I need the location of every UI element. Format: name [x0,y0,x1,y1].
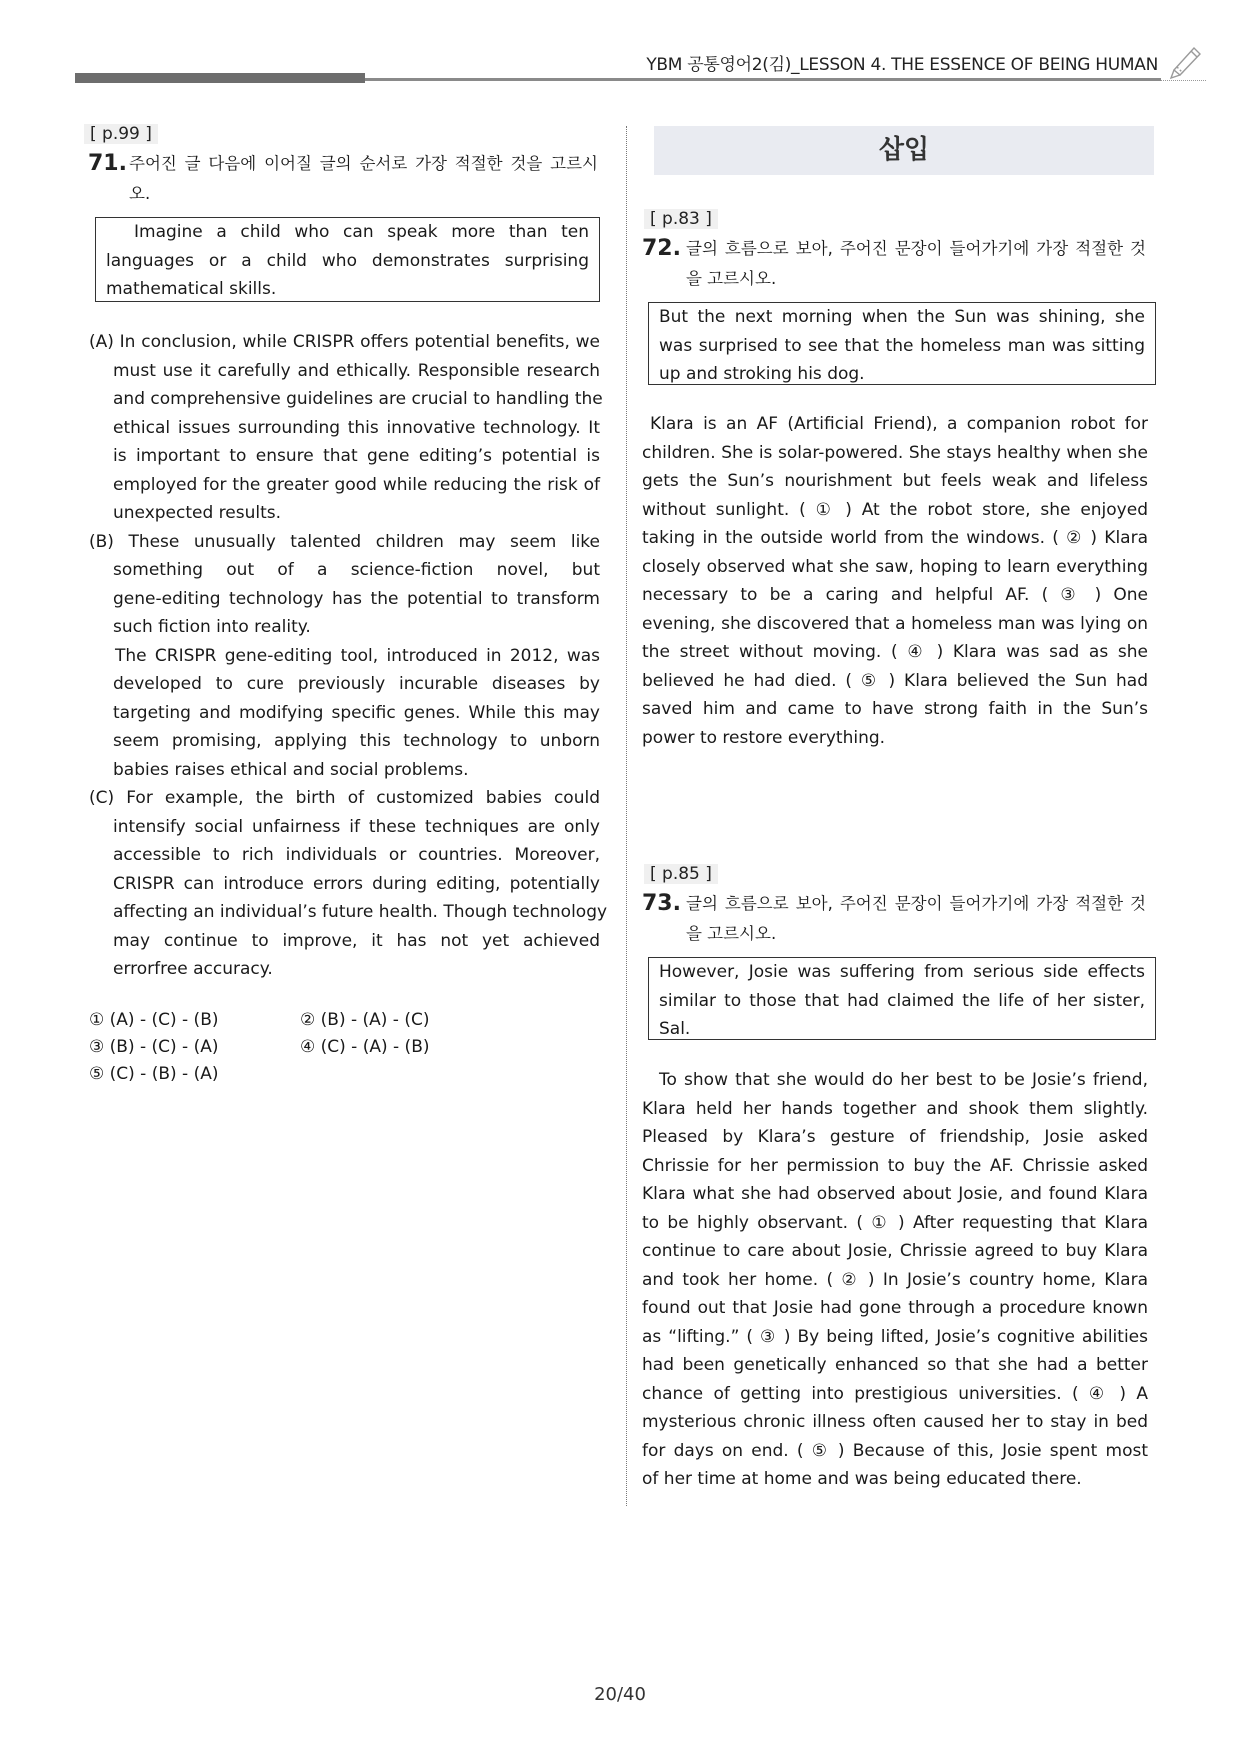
header-rule-dots [1161,80,1206,81]
passage-line: may continue to improve, it has not yet achieved [113,930,600,951]
page-number: 20/40 [594,1684,646,1705]
given-line: was surprised to see that the homeless man was sitting [659,335,1145,356]
passage-line: employed for the greater good while reducing the risk of [113,474,600,495]
passage-line: found out that Josie had gone through a procedure known [642,1298,1148,1318]
column-divider [626,126,627,1506]
given-line: mathematical skills. [106,279,277,299]
given-line: However, Josie was suffering from serious side effects [659,962,1145,982]
passage-line: (C) For example, the birth of customized babies could [89,788,600,808]
passage-line: (A) In conclusion, while CRISPR offers potential benefits, we [89,332,600,352]
question-number: 73. [642,891,681,916]
passage-line: targeting and modifying specific genes. While this may [113,702,600,723]
passage-line: accessible to rich individuals or countries. Moreover, [113,845,600,865]
given-sentence-box [648,957,1156,1040]
question-prompt: 을 고르시오. [686,269,777,288]
question-prompt: 을 고르시오. [686,924,777,943]
passage-line: errorfree accuracy. [113,959,273,979]
passage-line: of her time at home and was being educated there. [642,1469,1082,1489]
passage-line: such fiction into reality. [113,617,311,637]
passage-line: chance of getting into prestigious universities. ( ④ ) A [642,1383,1148,1404]
passage-line: CRISPR can introduce errors during editing, potentially [113,873,600,894]
passage [642,410,1148,752]
passage-line: had been genetically enhanced so that she had a better [642,1355,1148,1375]
given-sentence-box [648,302,1156,385]
answer-option[interactable]: ② (B) - (A) - (C) [300,1010,430,1030]
section-title: 삽입 [654,126,1154,175]
page-ref: [ p.99 ] [84,124,158,144]
passage-line: and comprehensive guidelines are crucial to handling the [113,389,603,409]
given-line: languages or a child who demonstrates surprising [106,250,589,271]
passage-line: unexpected results. [113,503,282,523]
page-ref: [ p.85 ] [644,864,718,884]
header-rule-thin [365,78,1161,81]
question-prompt: 글의 흐름으로 보아, 주어진 문장이 들어가기에 가장 적절한 것 [686,894,1146,913]
passage-line: Klara held her hands together and shook them slightly. [642,1098,1148,1119]
passage-line: The CRISPR gene-editing tool, introduced in 2012, was [115,645,600,666]
passage-line: believed he had died. ( ⑤ ) Klara believed the Sun had [642,670,1148,691]
page-ref: [ p.83 ] [644,209,718,229]
passage-line: Pleased by Klara’s gesture of friendship, Josie asked [642,1127,1148,1147]
passage-line: and took her home. ( ② ) In Josie’s country home, Klara [642,1269,1148,1290]
answer-option[interactable]: ④ (C) - (A) - (B) [300,1037,430,1057]
passage-line: babies raises ethical and social problems. [113,759,469,780]
passage-line: gets the Sun’s nourishment but feels weak and lifeless [642,471,1148,491]
passage [89,328,608,984]
given-line: Imagine a child who can speak more than ten [134,222,589,242]
passage-line: must use it carefully and ethically. Responsible research [113,360,600,381]
passage-line: saved him and came to have strong faith in the Sun’s [642,699,1148,719]
passage-line: as “lifting.” ( ③ ) By being lifted, Josie’s cognitive abilities [642,1326,1148,1347]
passage-line: (B) These unusually talented children may seem like [89,531,600,552]
header-rule [75,73,365,83]
passage-line: children. She is solar-powered. She stays healthy when she [642,442,1148,463]
passage-line: Klara is an AF (Artificial Friend), a companion robot for [650,414,1148,434]
passage-line: the street without moving. ( ④ ) Klara was sad as she [642,642,1148,662]
passage-line: is important to ensure that gene editing’s potential is [113,446,600,466]
given-line: similar to those that had claimed the life of her sister, [659,990,1145,1011]
question-number: 72. [642,236,681,261]
passage-line: seem promising, applying this technology to unborn [113,731,600,751]
passage-line: Klara what she had observed about Josie, and found Klara [642,1184,1148,1204]
header-title: YBM 공통영어2(김)_LESSON 4. THE ESSENCE OF BEING HUMAN [646,55,1158,75]
passage-line: continue to care about Josie, Chrissie agreed to buy Klara [642,1241,1148,1261]
passage-line: something out of a science-fiction novel, but [113,560,600,580]
passage-line: to be highly observant. ( ① ) After requesting that Klara [642,1212,1148,1233]
passage-line: To show that she would do her best to be Josie’s friend, [659,1070,1148,1090]
pencil-icon [1166,40,1206,80]
question-number: 71. [88,151,127,176]
passage-line: intensify social unfairness if these techniques are only [113,816,600,837]
passage-line: without sunlight. ( ① ) At the robot store, she enjoyed [642,499,1148,520]
given-line: up and stroking his dog. [659,364,865,384]
passage-line: power to restore everything. [642,727,886,748]
given-sentence-box [95,217,600,302]
passage-line: necessary to be a caring and helpful AF. ( ③ ) One [642,585,1148,605]
passage-line: developed to cure previously incurable diseases by [113,674,600,694]
given-line: Sal. [659,1019,691,1039]
passage-line: taking in the outside world from the windows. ( ② ) Klara [642,528,1148,548]
question-prompt: 오. [129,184,151,203]
passage-line: mysterious chronic illness often caused her to stay in bed [642,1412,1148,1432]
passage-line: for days on end. ( ⑤ ) Because of this, Josie spent most [642,1440,1148,1461]
passage-line: evening, she discovered that a homeless man was lying on [642,613,1148,634]
question-prompt: 글의 흐름으로 보아, 주어진 문장이 들어가기에 가장 적절한 것 [686,239,1146,258]
passage-line: Chrissie for her permission to buy the AF. Chrissie asked [642,1155,1148,1176]
answer-option[interactable]: ① (A) - (C) - (B) [89,1010,219,1030]
passage-line: affecting an individual’s future health. Though technology [113,902,608,922]
given-line: But the next morning when the Sun was shining, she [659,307,1145,327]
passage [642,1066,1148,1494]
passage-line: closely observed what she saw, hoping to learn everything [642,556,1148,577]
answer-option[interactable]: ⑤ (C) - (B) - (A) [89,1064,219,1084]
passage-line: gene-editing technology has the potential to transform [113,588,600,609]
passage-line: ethical issues surrounding this innovative technology. It [113,417,600,438]
answer-option[interactable]: ③ (B) - (C) - (A) [89,1037,219,1057]
question-prompt: 주어진 글 다음에 이어질 글의 순서로 가장 적절한 것을 고르시 [129,154,598,173]
